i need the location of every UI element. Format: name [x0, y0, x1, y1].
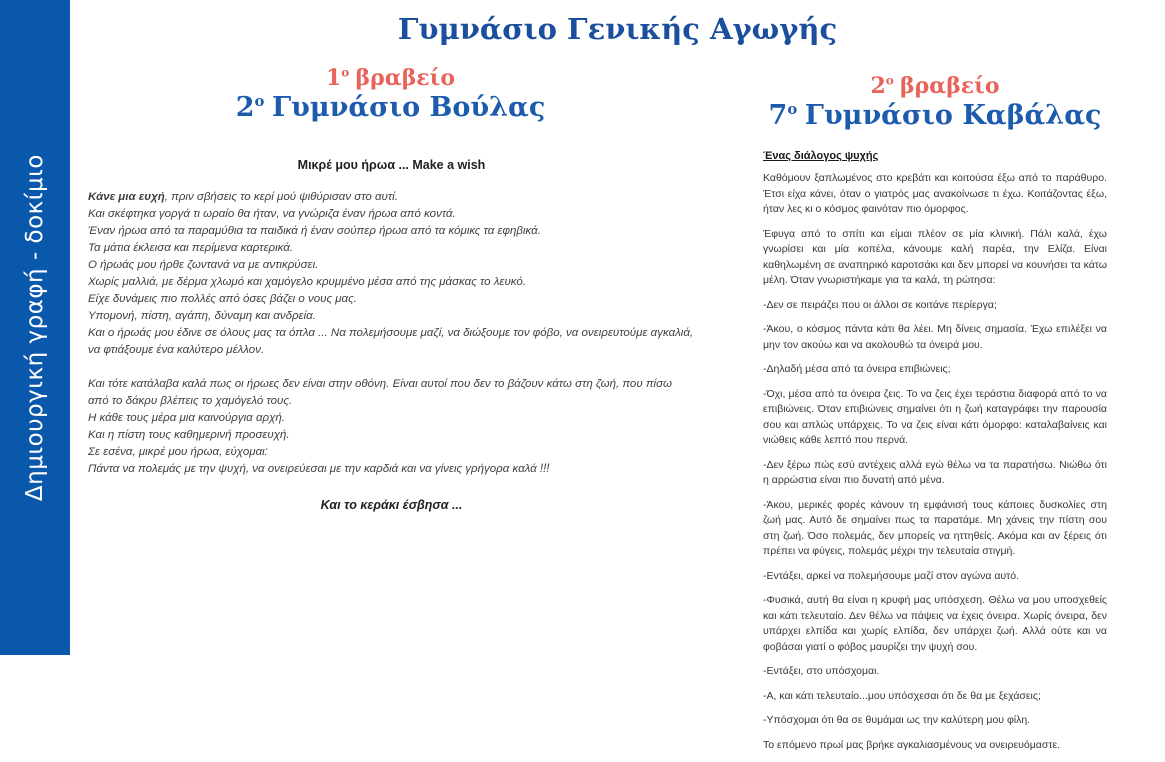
essay-paragraph: -Φυσικά, αυτή θα είναι η κρυφή μας υπόσχεση. Θέλω να μου υποσχεθείς και κάτι τελευταίο. Δεν θέλω να πάψεις να έχεις όνειρα. Χωρίς όνειρα, δεν υπάρχει ελπίδα και χωρίς ελπίδα, δεν υπάρχει ζωή. Αλλά ούτε και να φοβάσαι γιατί ο φόβος μαυρίζει την ψυχή σου.	[763, 594, 1107, 653]
poem-closing-line: Και το κεράκι έσβησα ...	[320, 498, 463, 512]
essay-paragraph: Καθόμουν ξαπλωμένος στο κρεβάτι και κοιτούσα έξω από το παράθυρο. Έτσι είχα κάνει, όταν ο γιατρός μας ανακοίνωσε τι έχω. Κοιτάζοντας έξω, ήταν λες κι ο κόσμος φαινόταν πιο όμορφος.	[763, 172, 1107, 215]
poem-line: Και τότε κατάλαβα καλά πως οι ήρωες δεν είναι στην οθόνη. Είναι αυτοί που δεν το βάζουν κάτω στη ζωή, που πίσω από το δάκρυ βλέπεις το χαμόγελό τους.	[88, 378, 672, 407]
right-prize-heading	[763, 74, 1107, 99]
poem-line: Και σκέφτηκα γοργά τι ωραίο θα ήταν, να γνώριζα έναν ήρωα από κοντά.	[88, 208, 456, 220]
essay-paragraph: -Άκου, ο κόσμος πάντα κάτι θα λέει. Μη δίνεις σημασία. Έχω επιλέξει να μην τον ακούω και να ακολουθώ τα όνειρά μου.	[763, 323, 1107, 351]
left-prize-word: βραβείο	[355, 65, 456, 91]
right-column-heading	[763, 74, 1107, 133]
left-school-name: Γυμνάσιο Βούλας	[271, 92, 546, 124]
poem-line: Υπομονή, πίστη, αγάπη, δύναμη και ανδρεία.	[88, 310, 316, 322]
essay-paragraph: -Όχι, μέσα από τα όνειρα ζεις. Το να ζεις έχει τεράστια διαφορά από το να επιβιώνεις. Όταν επιβιώνεις σημαίνει ότι η ζωή καταγράφει την παρουσία σου και απλώς υπάρχεις. Το να ζεις είναι κάτι όμορφο: καταλαβαίνεις και νιώθεις κάθε λεπτό που περνά.	[763, 387, 1107, 446]
poem-stanza-2	[88, 376, 695, 478]
left-school-heading	[88, 91, 693, 125]
right-prize-ordinal: ο	[885, 73, 894, 88]
essay-paragraph: -Εντάξει, αρκεί να πολεμήσουμε μαζί στον αγώνα αυτό.	[763, 569, 1020, 582]
essay-paragraph: -Δηλαδή μέσα από τα όνειρα επιβιώνεις;	[763, 363, 951, 375]
poem-section	[88, 158, 695, 512]
left-prize-heading	[88, 66, 693, 91]
poem-line: Πάντα να πολεμάς με την ψυχή, να ονειρεύεσαι με την καρδιά και να γίνεις γρήγορα καλά !!!	[88, 463, 550, 475]
poem-line: Έναν ήρωα από τα παραμύθια τα παιδικά ή έναν σούπερ ήρωα από τα κόμικς τα εφηβικά.	[88, 225, 541, 237]
essay-body	[763, 171, 1107, 753]
left-prize-ordinal: ο	[341, 65, 350, 80]
essay-section	[763, 150, 1107, 762]
poem-opening-rest: , πριν σβήσεις το κερί μού ψιθύρισαν στο αυτί.	[164, 191, 398, 203]
poem-line: Η κάθε τους μέρα μια καινούργια αρχή.	[88, 412, 285, 424]
poem-line: Ο ήρωάς μου ήρθε ζωντανά να με αντικρύσει.	[88, 259, 319, 271]
poem-stanza-1	[88, 206, 695, 359]
poem-line: Είχε δυνάμεις πιο πολλές από όσες βάζει ο νους μας.	[88, 293, 357, 305]
poem-line: Σε εσένα, μικρέ μου ήρωα, εύχομαι:	[88, 446, 268, 458]
essay-paragraph: Έφυγα από το σπίτι και είμαι πλέον σε μία κλινική. Πάλι καλά, έχω γνωρίσει και μία κοπέλα, κάνουμε καλή παρέα, την Ελίζα. Είναι καθηλωμένη σε αναπηρικό καροτσάκι και δεν μπορεί να κουνήσει τα κάτω μέλη. Όταν γνωριστήκαμε για τα καλά, τη ρώτησα:	[763, 227, 1107, 286]
essay-paragraph: -Άκου, μερικές φορές κάνουν τη εμφάνισή τους κάποιες δυσκολίες στη ζωή μας. Αυτό δε σημαίνει πως τα παρατάμε. Μη χάνεις την πίστη σου στη ζωή. Όσο πολεμάς, δεν μπορείς να ηττηθείς. Ακόμα και αν ξέρεις ότι πρέπει να φύγεις, πολεμάς μέχρι την τελευταία στιγμή.	[763, 498, 1107, 557]
essay-paragraph: -Υπόσχομαι ότι θα σε θυμάμαι ως την καλύτερη μου φίλη.	[763, 714, 1031, 726]
poem-line: Χωρίς μαλλιά, με δέρμα χλωμό και χαμόγελο κρυμμένο μέσα από της μάσκας το λευκό.	[88, 276, 526, 288]
poem-opening-bold: Κάνε μια ευχή	[88, 191, 165, 203]
essay-title: Ένας διάλογος ψυχής	[763, 150, 879, 162]
right-school-ordinal: ο	[787, 100, 798, 119]
poem-line: Και ο ήρωάς μου έδινε σε όλους μας τα όπλα ... Να πολεμήσουμε μαζί, να διώξουμε τον φόβο, να ονειρευτούμε αγκαλιά, να φτιάξουμε ένα καλύτερο μέλλον.	[88, 327, 694, 356]
right-school-heading	[763, 99, 1107, 133]
left-school-ordinal: ο	[254, 92, 265, 111]
right-prize-word: βραβείο	[900, 73, 1000, 99]
poem-line: Και η πίστη τους καθημερινή προσευχή.	[88, 429, 290, 441]
essay-paragraph: -Δεν σε πειράζει που οι άλλοι σε κοιτάνε περίεργα;	[763, 298, 997, 311]
left-school-number: 2	[235, 92, 255, 124]
page-title: Γυμνάσιο Γενικής Αγωγής	[397, 12, 838, 46]
poem-opening-line	[88, 189, 695, 206]
poem-line: Τα μάτια έκλεισα και περίμενα καρτερικά.	[88, 242, 294, 254]
right-school-number: 7	[768, 100, 788, 132]
essay-paragraph: Το επόμενο πρωί μας βρήκε αγκαλιασμένους να ονειρευόμαστε.	[763, 738, 1061, 751]
left-prize-number: 1	[325, 65, 342, 91]
essay-paragraph: -Εντάξει, στο υπόσχομαι.	[763, 665, 880, 677]
essay-paragraph: -Δεν ξέρω πώς εσύ αντέχεις αλλά εγώ θέλω να τα παρατήσω. Νιώθω ότι η αρρώστια είναι πιο δυνατή από μένα.	[763, 458, 1107, 486]
sidebar	[0, 0, 70, 655]
right-school-name: Γυμνάσιο Καβάλας	[804, 100, 1102, 132]
right-prize-number: 2	[870, 73, 886, 99]
essay-paragraph: -Α, και κάτι τελευταίο...μου υπόσχεσαι ότι δε θα με ξεχάσεις;	[763, 689, 1041, 702]
poem-title: Μικρέ μου ήρωα ... Make a wish	[297, 158, 486, 172]
sidebar-label: Δημιουργική γραφή - δοκίμιο	[22, 153, 48, 502]
left-column-heading	[88, 66, 693, 125]
